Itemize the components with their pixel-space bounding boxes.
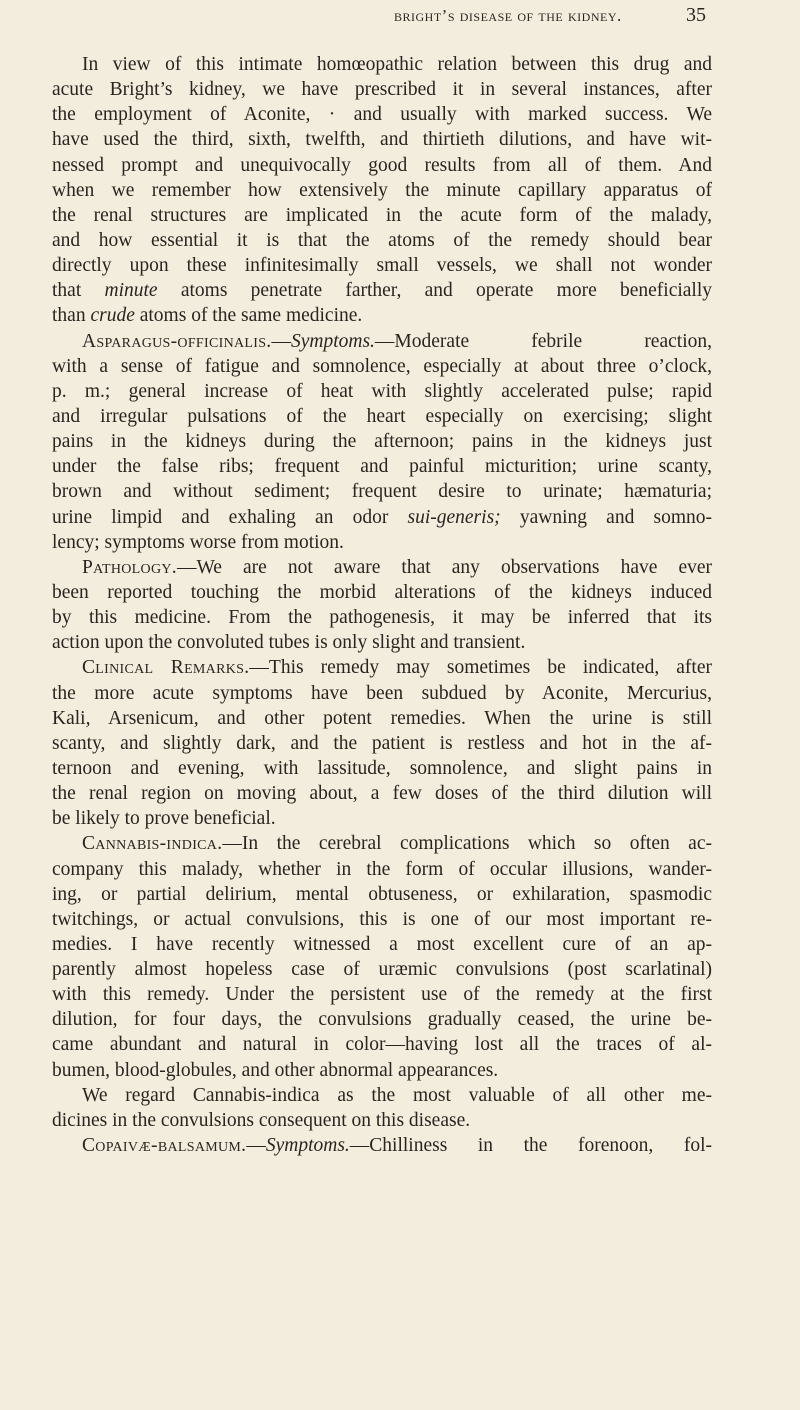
text-run: — [246,1135,266,1157]
text-line: nessed prompt and unequivocally good results from all of them. And [52,154,712,176]
text-line: acute Bright’s kidney, we have prescribed it in several instances, after [52,79,712,101]
text-run: —Chilliness in the forenoon, fol- [349,1135,712,1157]
text-run: atoms penetrate farther, and operate more beneficially [157,280,713,302]
text-run: yawning and somno- [500,506,712,528]
text-line: dicines in the convulsions consequent on this disease. [52,1109,471,1131]
text-line: Kali, Arsenicum, and other potent remedies. When the urine is still [52,707,712,729]
text-line: the employment of Aconite, · and usually with marked success. We [52,104,712,126]
text-line: the renal structures are implicated in the acute form of the malady, [52,204,712,226]
text-line: directly upon these infinitesimally small vessels, we shall not wonder [52,255,712,277]
italic-text: minute [104,280,158,302]
page-number: 35 [686,4,706,26]
text-line: came abundant and natural in color—having lost all the traces of al- [52,1034,712,1056]
text-line [52,505,712,530]
section-heading: Copaivæ-balsamum. [82,1135,247,1157]
text-line [52,278,712,303]
body-text [52,52,712,1158]
text-run: atoms of the same medicine. [134,305,363,327]
text-line: bumen, blood-globules, and other abnormal appearances. [52,1059,499,1081]
text-line: dilution, for four days, the convulsions gradually ceased, the urine be- [52,1009,712,1031]
section-heading: Asparagus-officinalis. [82,330,272,352]
text-line: with a sense of fatigue and somnolence, especially at about three o’clock, [52,355,712,377]
italic-text: Symptoms. [290,330,375,352]
text-line: parently almost hopeless case of uræmic convulsions (post scarlatinal) [52,959,712,981]
running-head: bright’s disease of the kidney. [394,6,622,25]
text-run: —In the cerebral complications which so often ac- [222,833,712,855]
text-line: company this malady, whether in the form of occular illusions, wander- [52,858,712,880]
text-line [52,555,712,580]
text-line: pains in the kidneys during the afternoon; pains in the kidneys just [52,431,712,453]
italic-text: Symptoms. [265,1135,350,1157]
text-line: with this remedy. Under the persistent use of the remedy at the first [52,984,712,1006]
text-line: scanty, and slightly dark, and the patient is restless and hot in the af- [52,732,712,754]
text-line: In view of this intimate homœopathic relation between this drug and [82,54,712,75]
text-line: ing, or partial delirium, mental obtuseness, or exhilaration, spasmodic [52,883,712,905]
text-run: —Moderate febrile reaction, [374,330,712,352]
text-line: lency; symptoms worse from motion. [52,531,344,553]
text-line: and irregular pulsations of the heart especially on exercising; slight [52,405,712,427]
text-line [52,655,712,680]
section-heading: Cannabis-indica. [82,833,223,855]
text-line [52,1133,712,1158]
section-heading: Pathology. [82,556,177,578]
text-line [52,329,712,354]
text-line [52,831,712,856]
text-line: the more acute symptoms have been subdued by Aconite, Mercurius, [52,682,712,704]
text-line: been reported touching the morbid alterations of the kidneys induced [52,581,712,603]
text-line: have used the third, sixth, twelfth, and thirtieth dilutions, and have wit- [52,129,712,151]
section-heading: Clinical Remarks. [82,657,250,679]
text-run: —We are not aware that any observations have ever [176,556,712,578]
text-line: brown and without sediment; frequent desire to urinate; hæmaturia; [52,481,712,503]
italic-text: sui-generis; [407,506,501,528]
text-run: — [271,330,291,352]
text-run: —This remedy may sometimes be indicated, after [249,657,712,679]
text-line: p. m.; general increase of heat with slightly accelerated pulse; rapid [52,380,712,402]
text-run: urine limpid and exhaling an odor [52,506,408,528]
text-line: under the false ribs; frequent and painful micturition; urine scanty, [52,456,712,478]
text-line: and how essential it is that the atoms of the remedy should bear [52,229,712,251]
text-line [52,303,712,328]
text-line: ternoon and evening, with lassitude, somnolence, and slight pains in [52,757,712,779]
text-line: twitchings, or actual convulsions, this is one of our most important re- [52,908,712,930]
text-line: the renal region on moving about, a few doses of the third dilution will [52,783,712,805]
text-run: than [52,305,91,327]
text-line: We regard Cannabis-indica as the most valuable of all other me- [82,1084,712,1106]
text-line: when we remember how extensively the minute capillary apparatus of [52,179,712,201]
text-run: that [52,280,105,302]
text-line: by this medicine. From the pathogenesis, it may be inferred that its [52,607,712,629]
italic-text: crude [90,305,135,327]
text-line: be likely to prove beneficial. [52,808,276,830]
text-line: medies. I have recently witnessed a most excellent cure of an ap- [52,933,712,955]
text-line: action upon the convoluted tubes is only slight and transient. [52,632,526,654]
